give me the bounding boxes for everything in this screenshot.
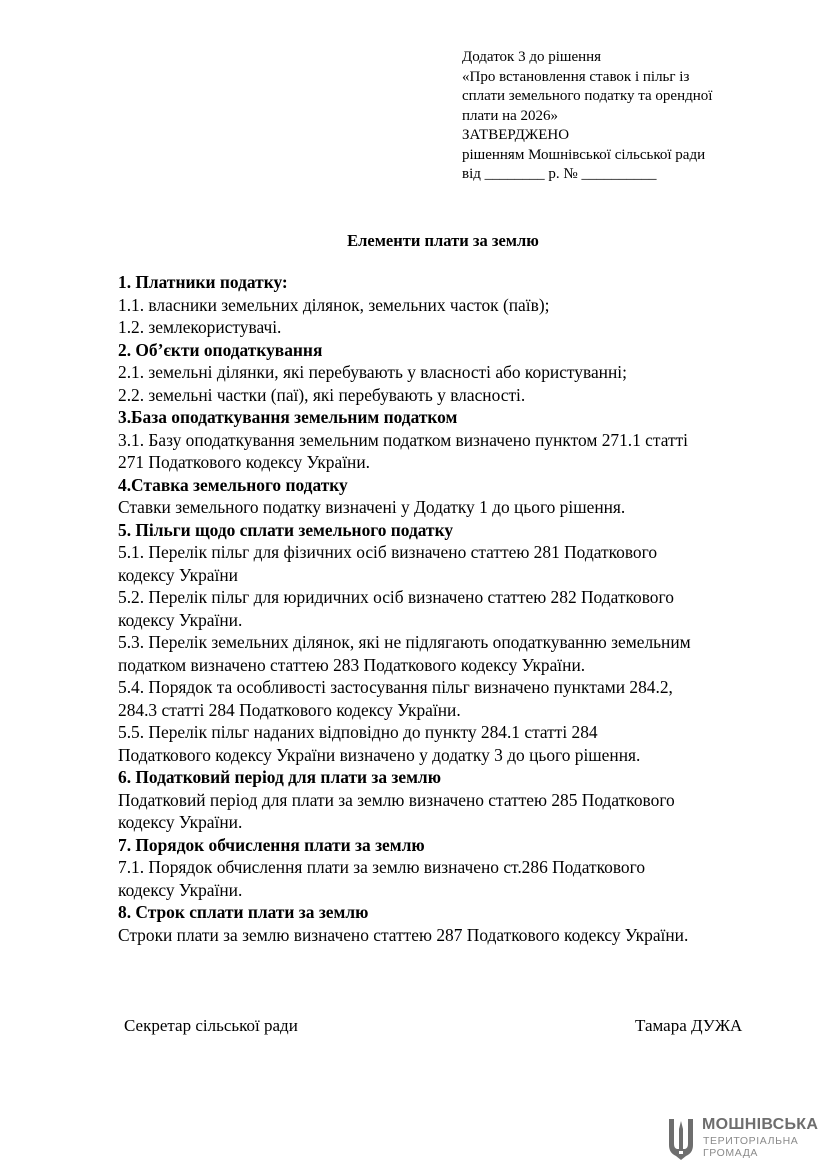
body-line: 2.1. земельні ділянки, які перебувають у власності або користуванні; xyxy=(118,362,627,382)
signature-name: Тамара ДУЖА xyxy=(635,1016,743,1035)
body-line: кодексу України. xyxy=(118,879,243,900)
body-line: 271 Податкового кодексу України. xyxy=(118,452,371,472)
body-line: 5.3. Перелік земельних ділянок, які не підлягають оподаткуванню земельним xyxy=(118,632,691,652)
section-heading: 7. Порядок обчислення плати за землю xyxy=(118,834,425,855)
section-heading: 4.Ставка земельного податку xyxy=(118,474,348,495)
body-line: 1.1. власники земельних ділянок, земельних часток (паїв); xyxy=(118,294,550,315)
body-line: 5.4. Порядок та особливості застосування пільг визначено пунктами 284.2, xyxy=(118,677,673,697)
section-heading: 5. Пільги щодо сплати земельного податку xyxy=(118,519,454,540)
section-heading: 2. Об’єкти оподаткування xyxy=(118,339,323,360)
header-line: від ________ р. № __________ xyxy=(462,166,657,182)
section-heading: 8. Строк сплати плати за землю xyxy=(118,902,369,922)
body-line: кодексу України xyxy=(118,564,238,585)
header-line: рішенням Мошнівської сільської ради xyxy=(462,146,706,163)
body-line: 5.5. Перелік пільг наданих відповідно до пункту 284.1 статті 284 xyxy=(118,722,598,742)
header-line: сплати земельного податку та орендної xyxy=(462,88,713,104)
section-heading: 6. Податковий період для плати за землю xyxy=(118,767,441,787)
body-line: Строки плати за землю визначено статтею 287 Податкового кодексу України. xyxy=(118,924,689,945)
section-heading: 3.База оподаткування земельним податком xyxy=(118,407,458,427)
document-title: Елементи плати за землю xyxy=(347,231,539,250)
body-line: 284.3 статті 284 Податкового кодексу України. xyxy=(118,699,461,720)
section-heading: 1. Платники податку: xyxy=(118,272,288,292)
trident-icon xyxy=(666,1115,696,1161)
header-line: ЗАТВЕРДЖЕНО xyxy=(462,127,570,143)
body-line: 3.1. Базу оподаткування земельним податком визначено пунктом 271.1 статті xyxy=(118,429,688,450)
header-line: плати на 2026» xyxy=(462,107,559,124)
community-logo xyxy=(666,1115,819,1165)
body-line: податком визначено статтею 283 Податкового кодексу України. xyxy=(118,654,586,675)
logo-subtitle: ГРОМАДА xyxy=(703,1147,759,1159)
body-line: кодексу України. xyxy=(118,812,243,832)
body-line: Податковий період для плати за землю визначено статтею 285 Податкового xyxy=(118,789,675,810)
logo-title: МОШНІВСЬКА xyxy=(702,1116,819,1133)
signature-position: Секретар сільської ради xyxy=(124,1016,298,1035)
logo-subtitle: ТЕРИТОРІАЛЬНА xyxy=(703,1135,799,1147)
body-line: 5.1. Перелік пільг для фізичних осіб визначено статтею 281 Податкового xyxy=(118,542,658,562)
body-line: 1.2. землекористувачі. xyxy=(118,317,282,337)
body-line: Податкового кодексу України визначено у додатку 3 до цього рішення. xyxy=(118,744,641,765)
header-line: Додаток 3 до рішення xyxy=(462,49,602,65)
body-line: 7.1. Порядок обчислення плати за землю визначено ст.286 Податкового xyxy=(118,857,646,877)
body-line: кодексу України. xyxy=(118,609,243,630)
body-line: 5.2. Перелік пільг для юридичних осіб визначено статтею 282 Податкового xyxy=(118,587,674,607)
approval-header xyxy=(462,48,762,185)
body-line: Ставки земельного податку визначені у Додатку 1 до цього рішення. xyxy=(118,497,626,517)
document-body xyxy=(118,271,778,946)
body-line: 2.2. земельні частки (паї), які перебувають у власності. xyxy=(118,384,526,405)
header-line: «Про встановлення ставок і пільг із xyxy=(462,68,690,85)
